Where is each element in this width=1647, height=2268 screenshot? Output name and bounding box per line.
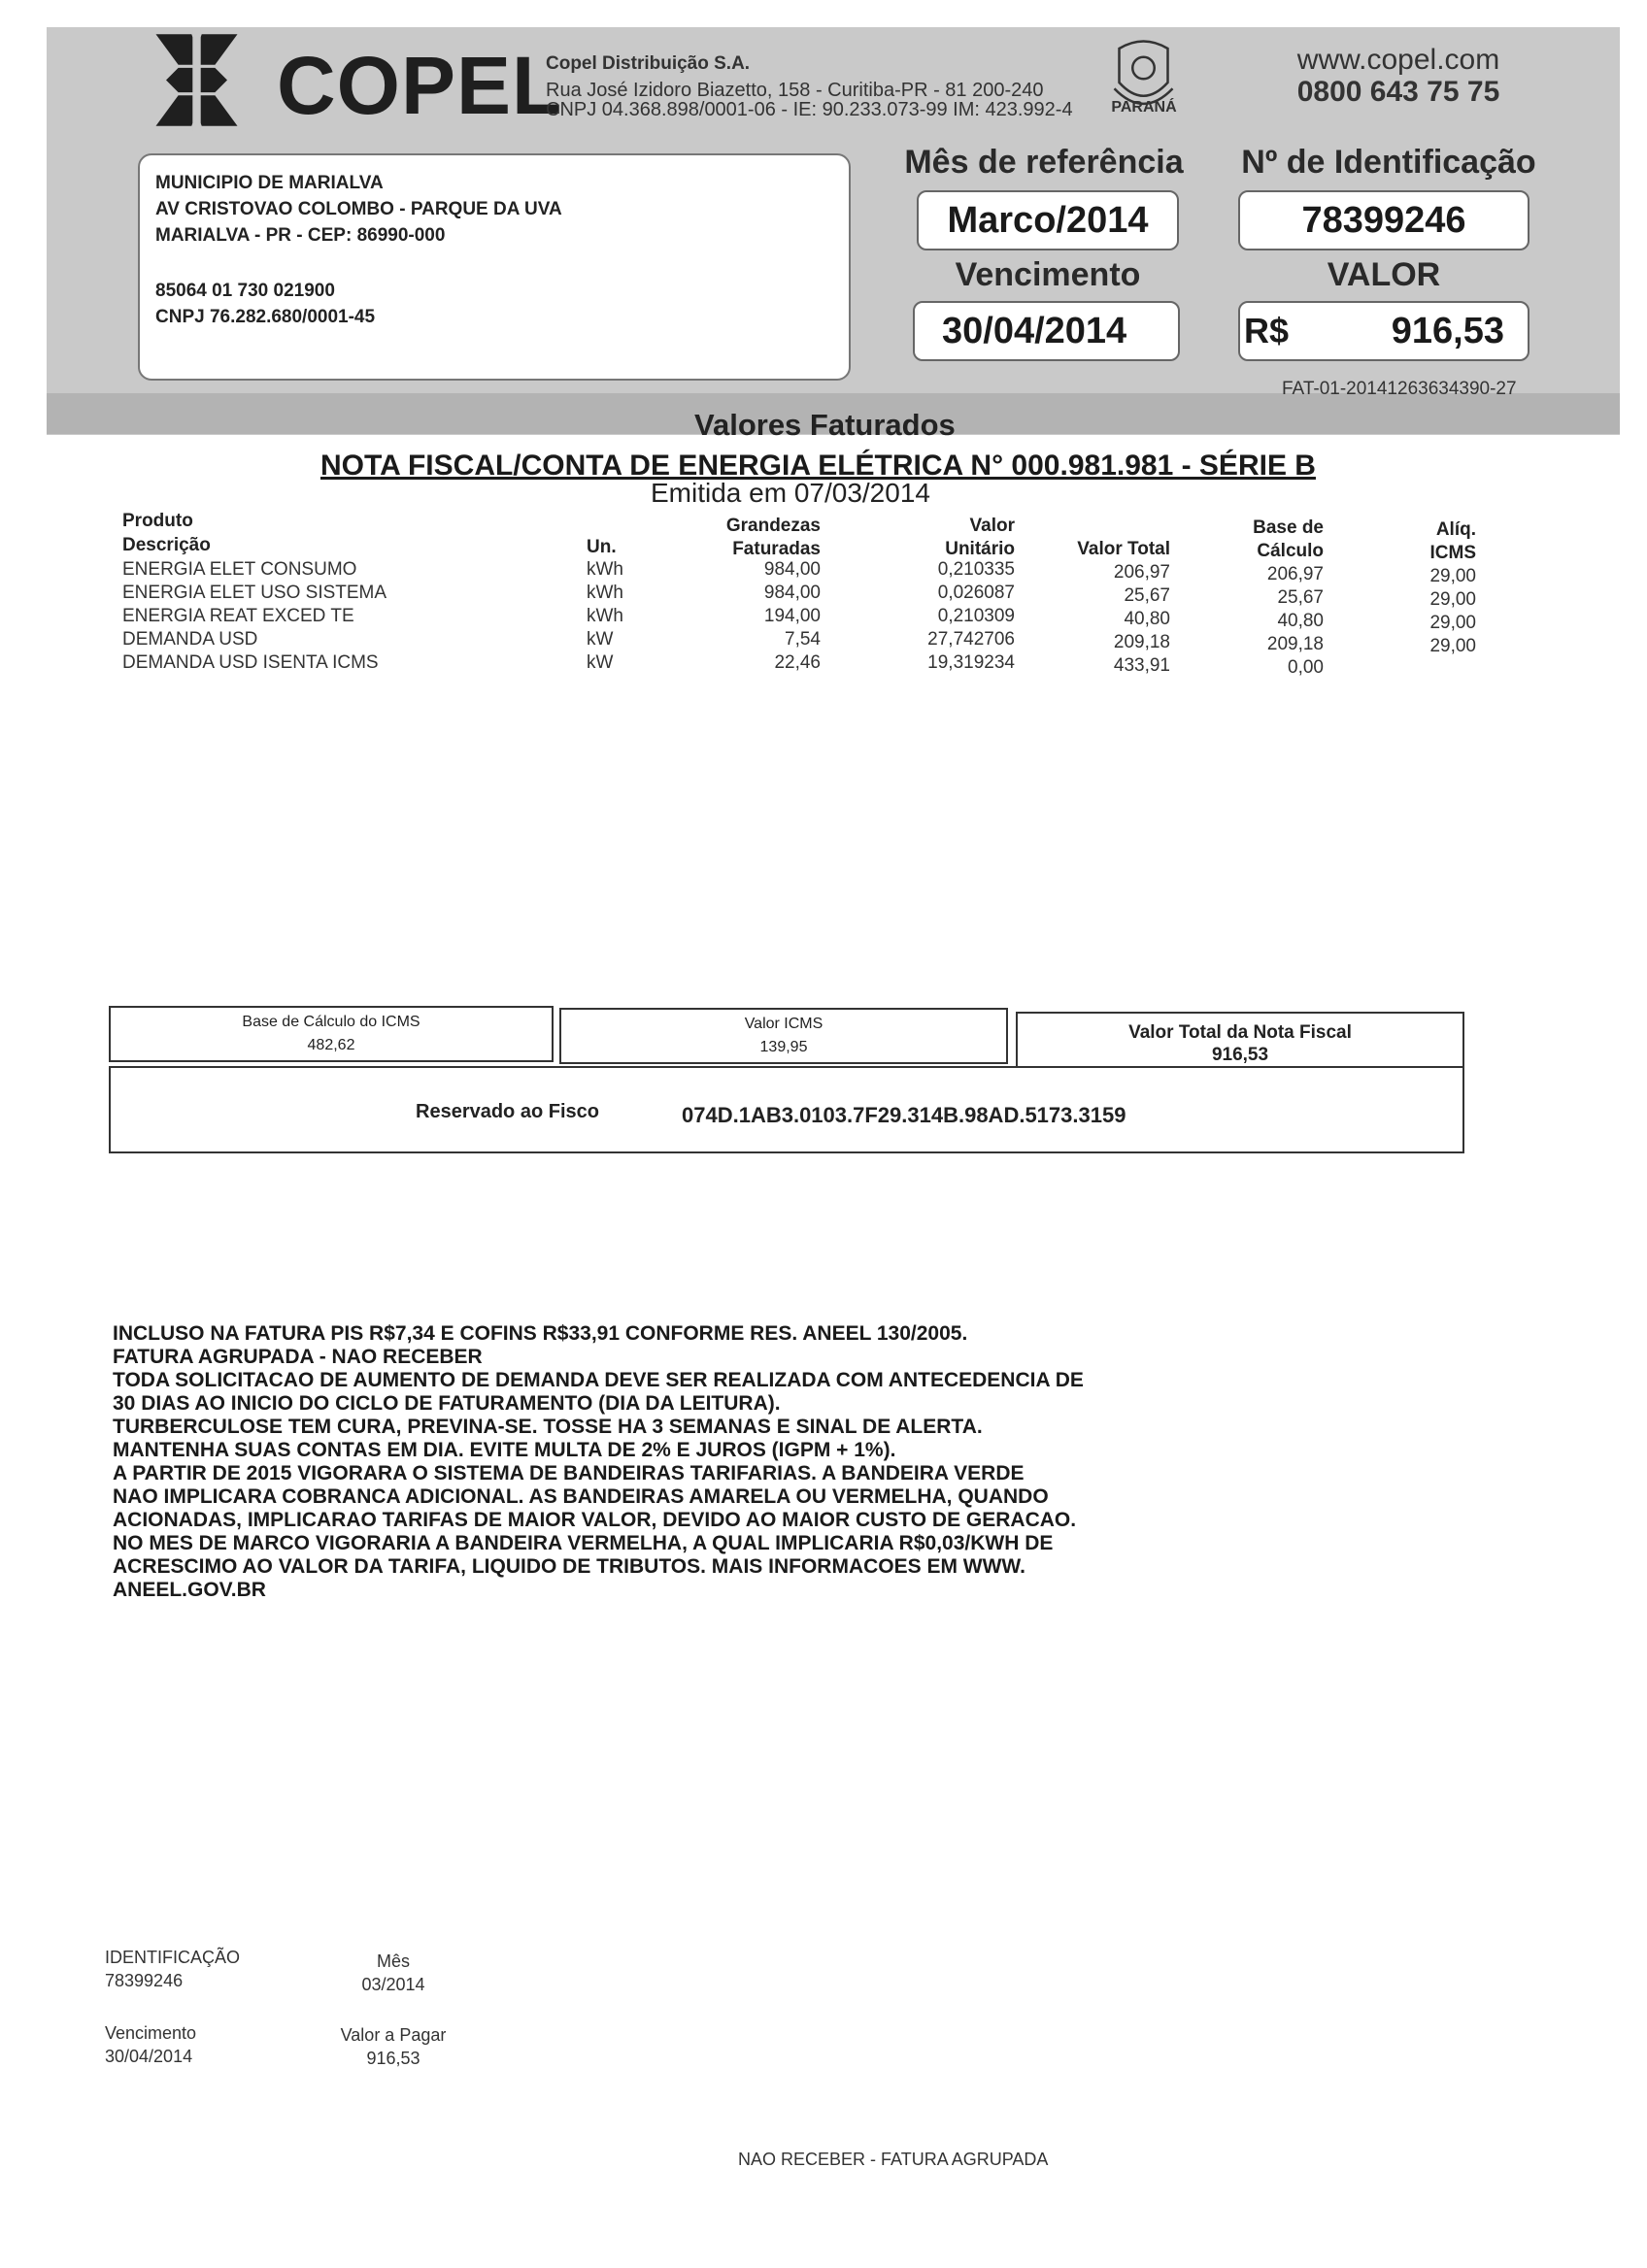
section-title: Valores Faturados [694,408,956,442]
icms-base-label: Base de Cálculo do ICMS [242,1014,420,1030]
row-unit: 27,742706 [927,629,1015,650]
message-line: TODA SOLICITACAO DE AUMENTO DE DEMANDA DEVE SER REALIZADA COM ANTECEDENCIA DE [113,1369,1084,1391]
message-line: MANTENHA SUAS CONTAS EM DIA. EVITE MULTA DE 2% E JUROS (IGPM + 1%). [113,1439,896,1461]
icms-base-value: 482,62 [307,1037,355,1053]
row-desc: DEMANDA USD [122,629,258,650]
row-aliq: 29,00 [1429,613,1476,633]
footer-pay-label: Valor a Pagar [340,2025,447,2045]
row-aliq: 29,00 [1429,636,1476,656]
footer-id-label: IDENTIFICAÇÃO [105,1948,241,1967]
row-unit: 0,210335 [937,559,1015,580]
header-descricao: Descrição [122,535,211,555]
fat-code: FAT-01-20141263634390-27 [1282,379,1517,399]
phone-number: 0800 643 75 75 [1296,76,1500,108]
row-base: 206,97 [1266,564,1324,584]
ref-month-value: Marco/2014 [917,190,1179,250]
header-valor: Valor [969,516,1015,536]
row-desc: ENERGIA REAT EXCED TE [122,606,354,626]
row-total: 209,18 [1113,632,1170,652]
row-un: kW [587,652,614,673]
row-base: 209,18 [1266,634,1324,654]
row-qty: 194,00 [763,606,821,626]
due-value: 30/04/2014 [913,301,1180,361]
invoice-emitted-date: Emitida em 07/03/2014 [651,478,930,508]
header-faturadas: Faturadas [732,539,821,559]
crest-label: PARANÁ [1111,99,1177,116]
row-desc: ENERGIA ELET USO SISTEMA [122,583,387,603]
ref-month-label: Mês de referência [904,144,1184,181]
logo-text: COPEL [277,40,563,131]
message-line: 30 DIAS AO INICIO DO CICLO DE FATURAMENTO (DIA DA LEITURA). [113,1392,781,1415]
total-value: 916,53 [1391,311,1504,351]
message-line: NO MES DE MARCO VIGORARIA A BANDEIRA VERMELHA, A QUAL IMPLICARIA R$0,03/KWH DE [113,1532,1054,1554]
row-unit: 19,319234 [927,652,1015,673]
row-desc: ENERGIA ELET CONSUMO [122,559,357,580]
header-calculo: Cálculo [1257,541,1324,561]
icms-value-box [559,1008,1008,1064]
customer-city: MARIALVA - PR - CEP: 86990-000 [155,225,446,246]
row-qty: 22,46 [774,652,821,673]
customer-name: MUNICIPIO DE MARIALVA [155,173,384,193]
footer-id-value: 78399246 [105,1971,184,1990]
header-base: Base de [1253,517,1324,538]
icms-value-label: Valor ICMS [744,1016,824,1032]
row-unit: 0,210309 [937,606,1015,626]
message-line: ACRESCIMO AO VALOR DA TARIFA, LIQUIDO DE TRIBUTOS. MAIS INFORMACOES EM WWW. [113,1555,1025,1578]
footer-month-value: 03/2014 [361,1975,425,1994]
message-line: INCLUSO NA FATURA PIS R$7,34 E COFINS R$33,91 CONFORME RES. ANEEL 130/2005. [113,1322,968,1345]
message-line: ANEEL.GOV.BR [113,1579,266,1601]
company-ids: CNPJ 04.368.898/0001-06 - IE: 90.233.073-99 IM: 423.992-4 [546,99,1073,120]
row-base: 0,00 [1288,657,1324,678]
invoice-title: NOTA FISCAL/CONTA DE ENERGIA ELÉTRICA N° 000.981.981 - SÉRIE B [320,450,1316,482]
row-unit: 0,026087 [937,583,1015,603]
icms-value: 139,95 [759,1039,808,1055]
row-un: kWh [587,559,623,580]
parana-crest-icon [1107,34,1180,131]
row-total: 25,67 [1124,585,1170,606]
invoice-total-value: 916,53 [1211,1045,1269,1065]
id-value: 78399246 [1238,190,1529,250]
row-aliq: 29,00 [1429,589,1476,610]
row-un: kW [587,629,614,650]
message-line: NAO IMPLICARA COBRANCA ADICIONAL. AS BANDEIRAS AMARELA OU VERMELHA, QUANDO [113,1485,1049,1508]
row-qty: 7,54 [785,629,821,650]
message-line: A PARTIR DE 2015 VIGORARA O SISTEMA DE BANDEIRAS TARIFARIAS. A BANDEIRA VERDE [113,1462,1025,1484]
website-link[interactable]: www.copel.com [1296,44,1500,76]
fisco-code: 074D.1AB3.0103.7F29.314B.98AD.5173.3159 [682,1103,1126,1127]
icms-base-box [109,1006,554,1062]
customer-cnpj: CNPJ 76.282.680/0001-45 [155,307,376,327]
row-qty: 984,00 [763,559,821,580]
header-aliq: Alíq. [1435,519,1476,540]
header-produto: Produto [122,511,193,531]
row-qty: 984,00 [763,583,821,603]
header-un: Un. [587,537,617,557]
invoice-total-label: Valor Total da Nota Fiscal [1128,1022,1352,1043]
row-total: 206,97 [1113,562,1170,583]
footer-month-label: Mês [376,1951,410,1971]
header-valor-total: Valor Total [1077,539,1170,559]
footer-due-label: Vencimento [105,2023,197,2043]
row-desc: DEMANDA USD ISENTA ICMS [122,652,379,673]
id-label: Nº de Identificação [1241,144,1536,181]
row-total: 433,91 [1113,655,1170,676]
due-label: Vencimento [955,256,1141,293]
message-line: ACIONADAS, IMPLICARAO TARIFAS DE MAIOR VALOR, DEVIDO AO MAIOR CUSTO DE GERACAO. [113,1509,1077,1531]
value-box [1238,301,1529,361]
row-aliq: 29,00 [1429,566,1476,586]
row-un: kWh [587,583,623,603]
message-line: TURBERCULOSE TEM CURA, PREVINA-SE. TOSSE HA 3 SEMANAS E SINAL DE ALERTA. [113,1416,983,1438]
message-line: FATURA AGRUPADA - NAO RECEBER [113,1346,483,1368]
header-icms: ICMS [1429,543,1476,563]
row-base: 25,67 [1277,587,1324,608]
header-unitario: Unitário [945,539,1015,559]
invoice-total-box [1016,1012,1464,1068]
value-label: VALOR [1327,256,1441,293]
customer-account: 85064 01 730 021900 [155,281,335,301]
fisco-label: Reservado ao Fisco [416,1101,599,1122]
company-name: Copel Distribuição S.A. [546,53,751,74]
row-base: 40,80 [1277,611,1324,631]
fisco-box [109,1066,1464,1153]
row-total: 40,80 [1124,609,1170,629]
copel-logo-icon [146,29,248,131]
company-address: Rua José Izidoro Biazetto, 158 - Curitiba-PR - 81 200-240 [546,80,1044,101]
row-un: kWh [587,606,623,626]
header-grandezas: Grandezas [725,516,821,536]
footer-due-value: 30/04/2014 [105,2047,193,2066]
customer-street: AV CRISTOVAO COLOMBO - PARQUE DA UVA [155,199,562,219]
currency-symbol: R$ [1244,311,1290,350]
footer-note: NAO RECEBER - FATURA AGRUPADA [738,2150,1049,2169]
footer-pay-value: 916,53 [366,2049,420,2068]
